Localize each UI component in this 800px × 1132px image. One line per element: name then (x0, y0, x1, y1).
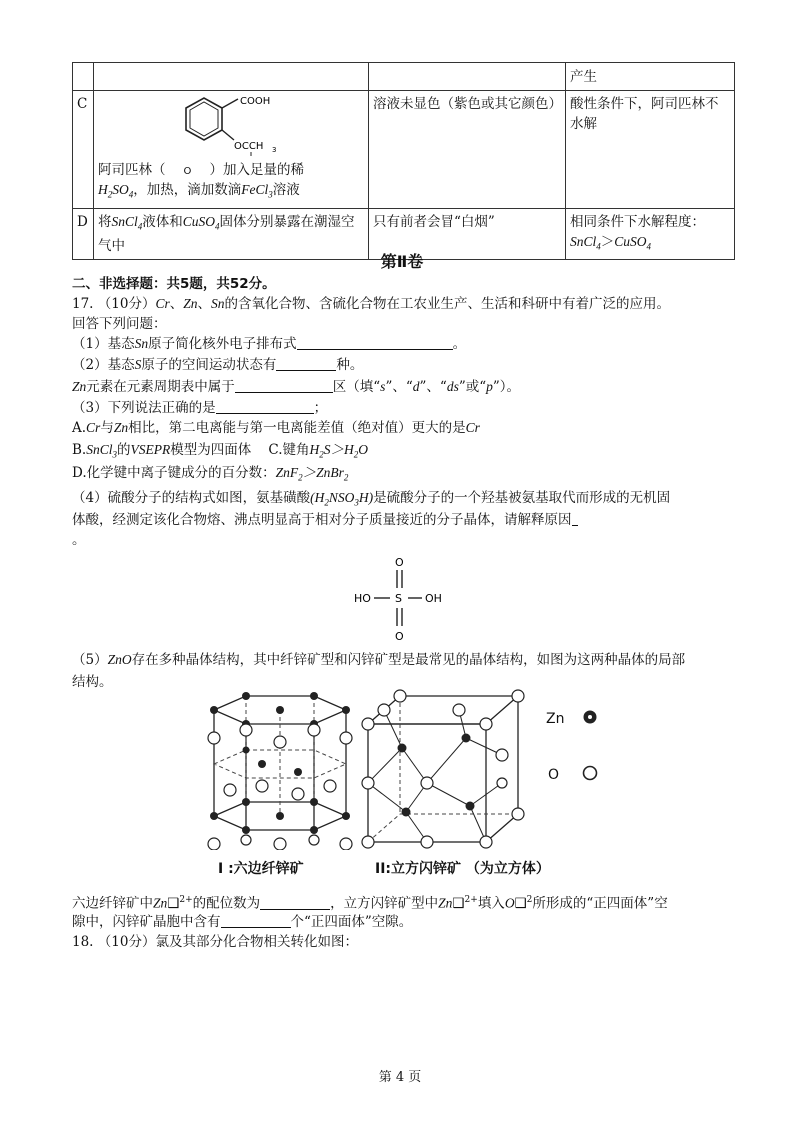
atom-ho: HO (354, 592, 371, 605)
cell-operation: COOH OCCH 3 阿司匹林（ O ）加入足量的稀 $H_2SO_4$，加热，滴加数滴FeCl$_3$溶液 (94, 91, 369, 209)
answer-blank[interactable] (276, 356, 336, 371)
row-label: D (73, 208, 94, 260)
q17-intro: 17. （10分）Cr、Zn、Sn的含氧化合物、含硫化合物在工农业生产、生活和科研中有着广泛的应用。 (72, 296, 670, 312)
legend-zn: Zn (546, 708, 599, 727)
cell-conclusion: 相同条件下水解程度： SnCl$_4$＞CuSO$_4$ (566, 208, 735, 260)
q17-last-2: 隙中，闪锌矿晶胞中含有 个“正四面体”空隙。 (72, 914, 413, 930)
q18-intro: 18. （10分）氯及其部分化合物相关转化如图： (72, 934, 358, 950)
sulfuric-acid-structure (350, 552, 450, 644)
page-footer: 第 4 页 (378, 1070, 422, 1085)
q17-option-bc: B.SnCl$_3$的VSEPR模型为四面体 C.键角$H_2S>H_2O$ (72, 442, 369, 460)
part2-heading: 二、非选择题：共5题，共52分。 (72, 276, 276, 292)
answer-blank[interactable] (235, 378, 333, 393)
occh3-label: OCCH (234, 141, 264, 152)
q17-option-d: D.化学键中离子键成分的百分数：ZnF$_2$＞ZnBr$_2$ (72, 465, 349, 483)
atom-o-bottom: O (395, 630, 404, 643)
q17-part5-2: 结构。 (72, 674, 113, 690)
q17-last-1: 六边纤锌矿中Zn❑$^{2+}$的配位数为 ，立方闪锌矿型中Zn❑$^{2+}$填入O❑$^2$所形成的“正四面体”空 (72, 895, 668, 912)
q17-part2: （2）基态S原子的空间运动状态有 种。 (72, 357, 364, 373)
carbonyl-o: O (183, 166, 192, 177)
q17-option-a: A.Cr与Zn相比，第二电离能与第一电离能差值（绝对值）更大的是Cr (72, 420, 480, 436)
q17-part3: （3）下列说法正确的是 ； (72, 400, 328, 416)
q17-part1: （1）基态Sn原子简化核外电子排布式 。 (72, 336, 467, 352)
aspirin-structure (158, 94, 288, 160)
cell-result: 产生 (566, 63, 735, 91)
o-atom-icon (581, 764, 599, 782)
answer-blank[interactable] (260, 895, 330, 910)
experiment-table (72, 62, 735, 260)
atom-o-top: O (395, 556, 404, 569)
figure-label-2: II:立方闪锌矿 （为立方体） (375, 861, 550, 877)
cell-conclusion: 酸性条件下，阿司匹林不水解 (566, 91, 735, 209)
wurtzite-structure (200, 690, 360, 850)
cell-phenomenon: 溶液未显色（紫色或其它颜色） (369, 91, 566, 209)
section-title: 第Ⅱ卷 (380, 252, 424, 271)
q17-part4-2: 体酸，经测定该化合物熔、沸点明显高于相对分子质量接近的分子晶体，请解释原因 (72, 510, 732, 530)
q17-part2b: Zn元素在元素周期表中属于 区（填“s”、“d”、“ds”或“p”）。 (72, 379, 521, 395)
subscript-3: 3 (272, 146, 277, 154)
figure-label-1: I :六边纤锌矿 (218, 861, 304, 877)
answer-blank[interactable] (216, 399, 314, 414)
answer-blank[interactable] (221, 913, 291, 928)
cell-phenomenon: 只有前者会冒“白烟” (369, 208, 566, 260)
zn-atom-icon (581, 708, 599, 726)
table-row (73, 91, 735, 209)
q17-part4-end: 。 (72, 532, 86, 548)
table-row (73, 63, 735, 91)
answer-blank[interactable] (572, 511, 578, 526)
atom-s: S (395, 592, 402, 605)
cooh-label: COOH (240, 96, 271, 107)
answer-blank[interactable] (297, 335, 453, 350)
row-label: C (73, 91, 94, 209)
atom-oh: OH (425, 592, 442, 605)
q17-part5: （5）ZnO存在多种晶体结构，其中纤锌矿型和闪锌矿型是最常见的晶体结构，如图为这两种晶体的局部 (72, 652, 686, 668)
legend-o: O (548, 764, 599, 783)
q17-intro-2: 回答下列问题： (72, 316, 167, 332)
zinc-blende-structure (358, 688, 528, 858)
cell-operation: 将SnCl$_4$液体和CuSO$_4$固体分别暴露在潮湿空气中 (94, 208, 369, 260)
q17-part4: （4）硫酸分子的结构式如图，氨基磺酸$(H_2NSO_3H)$是硫酸分子的一个羟基被氨基取代而形成的无机固 (72, 490, 671, 508)
